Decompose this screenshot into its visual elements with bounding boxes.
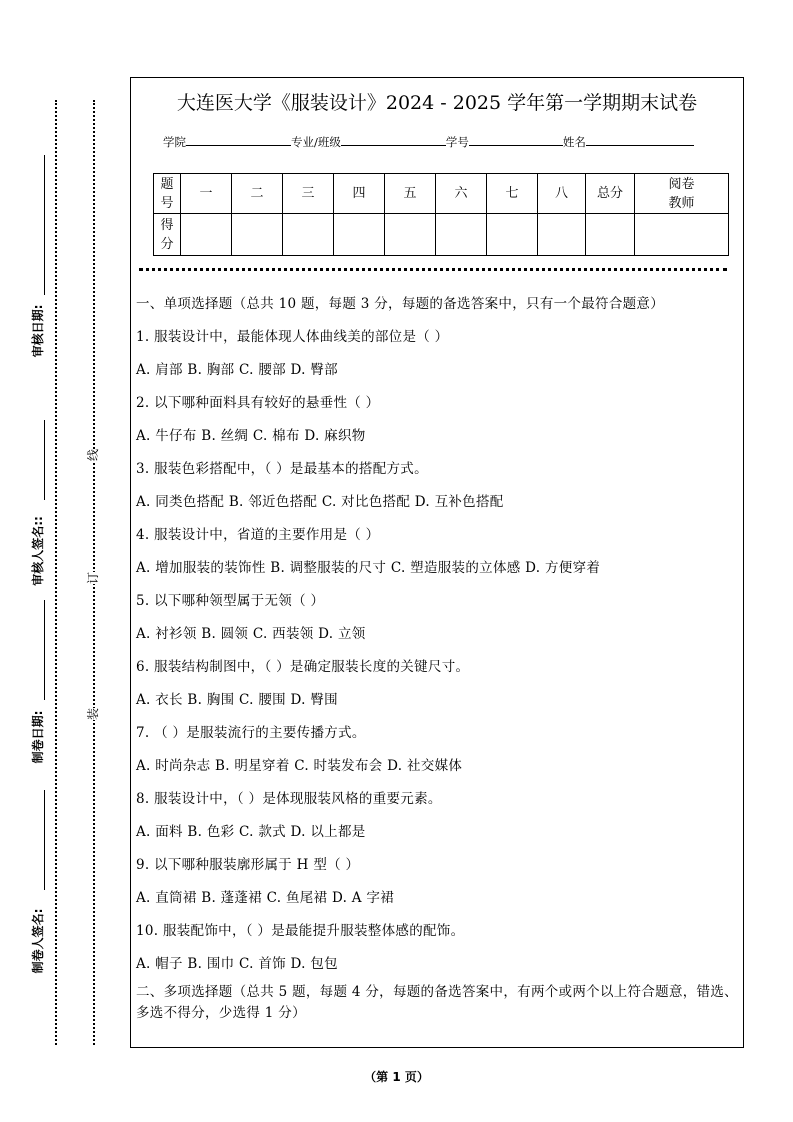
question-7-options: A. 时尚杂志 B. 明星穿着 C. 时装发布会 D. 社交媒体	[136, 758, 463, 774]
col-header: 六	[436, 174, 487, 214]
row-label-score: 得分	[154, 214, 181, 256]
question-6: 6. 服装结构制图中，（ ）是确定服装长度的关键尺寸。	[136, 659, 470, 675]
section2-title: 二、多项选择题（总共 5 题，每题 4 分，每题的备选答案中，有两个或两个以上符合题意，错选、多选不得分，少选得 1 分）	[136, 984, 738, 1021]
score-cell[interactable]	[487, 214, 538, 256]
question-7: 7. （ ）是服装流行的主要传播方式。	[136, 725, 366, 741]
col-header: 一	[181, 174, 232, 214]
section1-title: 一、单项选择题（总共 10 题，每题 3 分，每题的备选答案中，只有一个最符合题意）	[136, 296, 665, 312]
question-9: 9. 以下哪种服装廓形属于 H 型（ ）	[136, 857, 360, 873]
score-cell[interactable]	[334, 214, 385, 256]
make-date-label: 制卷日期:	[31, 710, 45, 764]
score-table-score-row	[154, 214, 729, 256]
score-table-header-row	[154, 174, 729, 214]
col-header: 四	[334, 174, 385, 214]
score-cell[interactable]	[181, 214, 232, 256]
col-header: 阅卷教师	[635, 174, 729, 214]
name-field[interactable]	[586, 133, 694, 146]
score-cell[interactable]	[385, 214, 436, 256]
student-id-field[interactable]	[469, 133, 563, 146]
student-id-label: 学号	[445, 135, 469, 149]
score-cell[interactable]	[436, 214, 487, 256]
question-10: 10. 服装配饰中，（ ）是最能提升服装整体感的配饰。	[136, 923, 465, 939]
exam-frame	[130, 77, 744, 1048]
question-1: 1. 服装设计中，最能体现人体曲线美的部位是（ ）	[136, 329, 449, 345]
college-field[interactable]	[186, 133, 291, 146]
question-1-options: A. 肩部 B. 胸部 C. 腰部 D. 臀部	[136, 362, 338, 378]
question-5: 5. 以下哪种领型属于无领（ ）	[136, 593, 325, 609]
score-cell[interactable]	[283, 214, 334, 256]
col-header: 五	[385, 174, 436, 214]
col-header: 总分	[586, 174, 635, 214]
student-info-row	[163, 133, 694, 150]
maker-signature-label: 制卷人签名:	[31, 908, 45, 974]
binding-dotted-line-outer	[55, 100, 57, 1045]
question-10-options: A. 帽子 B. 围巾 C. 首饰 D. 包包	[136, 956, 338, 972]
col-header: 七	[487, 174, 538, 214]
name-label: 姓名	[562, 135, 586, 149]
question-3: 3. 服装色彩搭配中，（ ）是最基本的搭配方式。	[136, 461, 428, 477]
col-header: 八	[538, 174, 586, 214]
page-number: （第 1 页）	[364, 1070, 429, 1084]
binding-xian: 线	[86, 448, 101, 462]
question-6-options: A. 衣长 B. 胸围 C. 腰围 D. 臀围	[136, 692, 338, 708]
question-5-options: A. 衬衫领 B. 圆领 C. 西装领 D. 立领	[136, 626, 366, 642]
question-8-options: A. 面料 B. 色彩 C. 款式 D. 以上都是	[136, 824, 366, 840]
question-2-options: A. 牛仔布 B. 丝绸 C. 棉布 D. 麻织物	[136, 428, 366, 444]
col-header: 二	[232, 174, 283, 214]
score-cell[interactable]	[586, 214, 635, 256]
row-label-question-no: 题号	[154, 174, 181, 214]
review-date-label: 审核日期:	[31, 304, 45, 358]
reviewer-signature-label: 审核人签名::	[31, 516, 45, 586]
major-field[interactable]	[341, 133, 446, 146]
exam-title: 大连医大学《服装设计》2024 - 2025 学年第一学期期末试卷	[176, 92, 698, 114]
col-header: 三	[283, 174, 334, 214]
dotted-separator	[139, 268, 727, 271]
major-label: 专业/班级	[291, 135, 341, 149]
score-cell[interactable]	[635, 214, 729, 256]
question-3-options: A. 同类色搭配 B. 邻近色搭配 C. 对比色搭配 D. 互补色搭配	[136, 494, 504, 510]
question-8: 8. 服装设计中，（ ）是体现服装风格的重要元素。	[136, 791, 442, 807]
question-2: 2. 以下哪种面料具有较好的悬垂性（ ）	[136, 395, 380, 411]
question-4: 4. 服装设计中，省道的主要作用是（ ）	[136, 527, 380, 543]
score-table	[153, 173, 729, 256]
binding-ding: 订	[86, 571, 101, 585]
score-cell[interactable]	[538, 214, 586, 256]
question-9-options: A. 直筒裙 B. 蓬蓬裙 C. 鱼尾裙 D. A 字裙	[136, 890, 395, 906]
question-4-options: A. 增加服装的装饰性 B. 调整服装的尺寸 C. 塑造服装的立体感 D. 方便穿着	[136, 560, 601, 576]
score-cell[interactable]	[232, 214, 283, 256]
college-label: 学院	[163, 135, 186, 149]
binding-zhuang: 装	[86, 707, 101, 721]
